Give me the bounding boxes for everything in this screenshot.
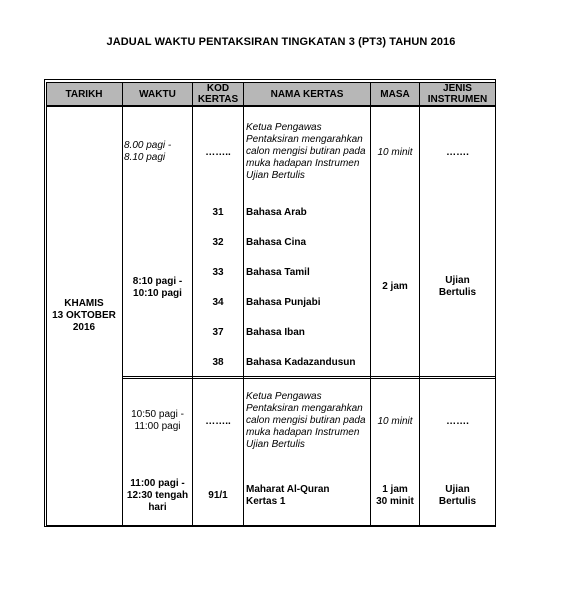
header-masa: MASA bbox=[380, 88, 410, 100]
paper-code: 33 bbox=[212, 267, 224, 278]
time-line: 11:00 pagi bbox=[134, 421, 181, 432]
paper-name: Bahasa Iban bbox=[246, 327, 305, 338]
paper-code: 31 bbox=[212, 207, 224, 218]
block2-briefing-text: Ketua Pengawas Pentaksiran mengarahkan calon mengisi butiran pada muka hadapan Instrumen Ujian Bertulis bbox=[246, 391, 366, 450]
block1-briefing-type: ……. bbox=[446, 147, 469, 158]
header-jenis-line1: JENIS bbox=[443, 83, 472, 94]
block1-briefing-code: …….. bbox=[205, 147, 231, 158]
time-line: 11:00 pagi - bbox=[130, 478, 185, 489]
exam-date bbox=[46, 298, 122, 334]
block2-exam-name bbox=[246, 484, 370, 508]
block1-briefing-duration: 10 minit bbox=[377, 147, 413, 158]
column-divider bbox=[122, 82, 123, 525]
name-line: Maharat Al-Quran bbox=[246, 484, 330, 495]
header-tarikh: TARIKH bbox=[65, 88, 103, 100]
header-waktu: WAKTU bbox=[139, 88, 176, 100]
paper-name: Bahasa Arab bbox=[246, 207, 307, 218]
time-line: 10:10 pagi bbox=[133, 288, 182, 299]
time-line: 8.10 pagi bbox=[124, 152, 166, 163]
paper-code: 32 bbox=[212, 237, 224, 248]
table-bottom-line bbox=[46, 525, 496, 526]
paper-code: 34 bbox=[212, 297, 224, 308]
block-divider bbox=[122, 376, 496, 379]
type-line: Ujian bbox=[445, 275, 470, 286]
time-line: hari bbox=[148, 502, 167, 513]
header-kod-kertas bbox=[193, 82, 243, 106]
type-line: Ujian bbox=[445, 484, 470, 495]
header-kod-line1: KOD bbox=[206, 83, 230, 94]
block1-exam-duration: 2 jam bbox=[382, 281, 408, 292]
name-line: Kertas 1 bbox=[246, 496, 286, 507]
block2-briefing-time bbox=[123, 409, 192, 433]
block2-exam-type bbox=[420, 484, 495, 508]
block2-briefing-duration: 10 minit bbox=[377, 416, 413, 427]
paper-code: 37 bbox=[212, 327, 224, 338]
type-line: Bertulis bbox=[438, 287, 477, 298]
paper-name: Bahasa Tamil bbox=[246, 267, 310, 278]
block2-exam-duration bbox=[371, 484, 419, 508]
block2-briefing-type: ……. bbox=[446, 416, 469, 427]
header-jenis-line2: INSTRUMEN bbox=[427, 94, 488, 105]
header-jenis-instrumen bbox=[420, 82, 495, 106]
date-day: KHAMIS bbox=[64, 298, 104, 309]
block2-exam-time bbox=[123, 478, 192, 514]
table-border-right bbox=[495, 82, 496, 525]
date-year: 2016 bbox=[72, 322, 96, 333]
time-line: 12:30 tengah bbox=[126, 490, 189, 501]
header-kod-line2: KERTAS bbox=[197, 94, 239, 105]
type-line: Bertulis bbox=[438, 496, 477, 507]
block1-exam-type bbox=[420, 275, 495, 299]
block2-briefing-code: …….. bbox=[205, 416, 231, 427]
block2-exam-code: 91/1 bbox=[208, 490, 228, 501]
column-divider bbox=[243, 82, 244, 525]
time-line: 8.00 pagi - bbox=[124, 140, 172, 151]
duration-line: 30 minit bbox=[376, 496, 414, 507]
page-title: JADUAL WAKTU PENTAKSIRAN TINGKATAN 3 (PT3) TAHUN 2016 bbox=[106, 36, 456, 48]
header-bottom-line bbox=[46, 106, 496, 107]
block1-briefing-text: Ketua Pengawas Pentaksiran mengarahkan calon mengisi butiran pada muka hadapan Instrumen Ujian Bertulis bbox=[246, 122, 366, 181]
paper-name: Bahasa Punjabi bbox=[246, 297, 321, 308]
paper-name: Bahasa Cina bbox=[246, 237, 307, 248]
time-line: 8:10 pagi - bbox=[132, 276, 183, 287]
paper-name: Bahasa Kadazandusun bbox=[246, 357, 356, 368]
paper-code: 38 bbox=[212, 357, 224, 368]
duration-line: 1 jam bbox=[382, 484, 408, 495]
block1-briefing-time bbox=[124, 140, 190, 164]
header-nama-kertas: NAMA KERTAS bbox=[270, 88, 344, 100]
date-month: 13 OKTOBER bbox=[52, 310, 116, 321]
block1-exam-time bbox=[123, 276, 192, 300]
time-line: 10:50 pagi - bbox=[131, 409, 184, 420]
